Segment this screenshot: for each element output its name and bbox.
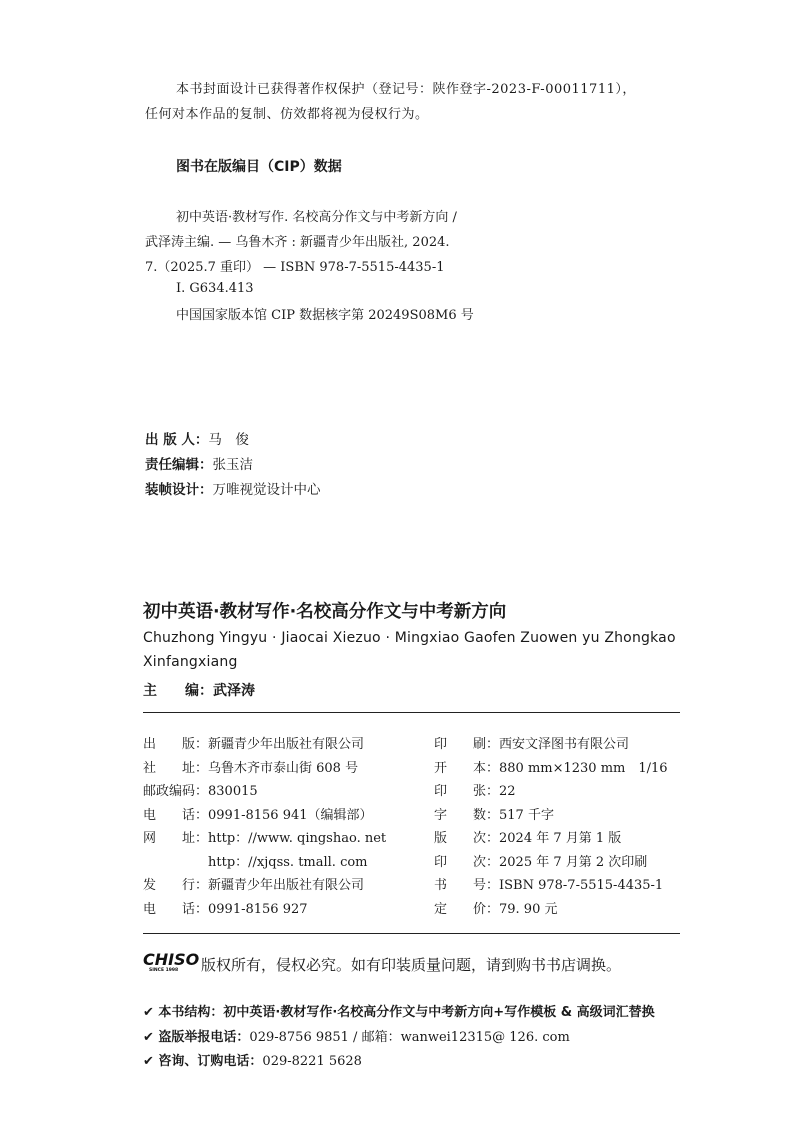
- info-value: 西安文泽图书有限公司: [499, 737, 630, 752]
- staff-label: 出 版 人：: [145, 432, 209, 448]
- editor-value: 武泽涛: [213, 683, 255, 699]
- info-value: http：//www. qingshao. net: [208, 831, 387, 846]
- info-label: 字 数：: [434, 807, 500, 823]
- info-right-column: [434, 733, 668, 921]
- info-label: 网 址：: [143, 831, 209, 846]
- info-row: [434, 874, 668, 898]
- check-label: ✔ 咨询、订购电话：: [143, 1054, 263, 1069]
- staff-publisher: [145, 428, 249, 448]
- staff-value: 马 俊: [208, 432, 249, 448]
- info-value: 2025 年 7 月第 2 次印刷: [499, 854, 648, 870]
- info-label: 印 次：: [434, 854, 500, 870]
- info-row: [143, 827, 386, 851]
- staff-editor: [145, 453, 253, 473]
- info-value: 830015: [208, 784, 258, 799]
- info-value: 乌鲁木齐市泰山街 608 号: [208, 760, 359, 776]
- info-label: 出 版：: [143, 737, 209, 752]
- book-pinyin-line-1: Chuzhong Yingyu · Jiaocai Xiezuo · Mingxiao Gaofen Zuowen yu Zhongkao: [143, 630, 676, 646]
- info-label: 电 话：: [143, 901, 209, 917]
- info-label: 书 号：: [434, 878, 500, 893]
- book-editor: [143, 680, 255, 700]
- check-label: ✔ 盗版举报电话：: [143, 1030, 250, 1045]
- info-row: [143, 804, 386, 828]
- info-row: [434, 733, 668, 757]
- info-row: [143, 898, 386, 922]
- staff-label: 装帧设计：: [145, 482, 213, 498]
- cip-line: 武泽涛主编. — 乌鲁木齐 : 新疆青少年出版社, 2024.: [145, 235, 450, 250]
- divider-top: [143, 712, 680, 713]
- cip-line: 7.（2025.7 重印） — ISBN 978-7-5515-4435-1: [145, 260, 445, 275]
- book-pinyin-line-2: Xinfangxiang: [143, 654, 238, 670]
- copyright-notice: 版权所有，侵权必究。如有印装质量问题，请到购书书店调换。: [201, 956, 622, 974]
- info-row: [434, 898, 668, 922]
- info-value: 新疆青少年出版社有限公司: [208, 737, 365, 752]
- cip-line: Ⅰ. G634.413: [176, 281, 254, 296]
- info-label: 开 本：: [434, 760, 500, 776]
- info-value: 517 千字: [499, 807, 554, 823]
- info-row: [143, 780, 386, 804]
- cip-line: 中国国家版本馆 CIP 数据核字第 20249S08M6 号: [176, 308, 474, 323]
- staff-label: 责任编辑：: [145, 457, 213, 473]
- logo-text: CHISO: [143, 950, 200, 969]
- info-value: http：//xjqss. tmall. com: [208, 854, 368, 870]
- info-row: [434, 780, 668, 804]
- info-row: [143, 757, 386, 781]
- info-book-structure: [143, 1001, 655, 1020]
- cip-title: 图书在版编目（CIP）数据: [176, 159, 342, 175]
- editor-label: 主 编：: [143, 683, 213, 699]
- check-label: ✔ 本书结构：: [143, 1005, 224, 1020]
- info-value: 22: [499, 784, 516, 799]
- info-label: 电 话：: [143, 807, 209, 823]
- info-label: 定 价：: [434, 901, 500, 917]
- info-value: 79. 90 元: [499, 901, 558, 917]
- check-value: 029-8221 5628: [262, 1054, 362, 1069]
- info-row: [434, 757, 668, 781]
- info-label: 社 址：: [143, 760, 209, 776]
- info-row: [143, 733, 386, 757]
- cip-line: 初中英语·教材写作. 名校高分作文与中考新方向 /: [176, 210, 457, 225]
- staff-value: 张玉洁: [212, 457, 253, 473]
- info-value: ISBN 978-7-5515-4435-1: [499, 878, 664, 893]
- copyright-line-2: 任何对本作品的复制、仿效都将视为侵权行为。: [145, 107, 429, 122]
- copyright-line-1: 本书封面设计已获得著作权保护（登记号：陕作登字-2023-F-00011711），: [176, 82, 636, 97]
- chiso-logo: [143, 950, 201, 972]
- info-order-phone: [143, 1050, 362, 1069]
- divider-bottom: [143, 933, 680, 934]
- info-value: 2024 年 7 月第 1 版: [499, 831, 622, 846]
- info-value: 880 mm×1230 mm 1/16: [499, 760, 668, 776]
- staff-value: 万唯视觉设计中心: [212, 482, 321, 498]
- logo-sub: SINCE 1998: [149, 968, 179, 972]
- staff-designer: [145, 478, 321, 498]
- info-value: 0991-8156 927: [208, 901, 308, 917]
- info-row: [434, 804, 668, 828]
- info-row: [143, 874, 386, 898]
- info-label: 发 行：: [143, 878, 209, 893]
- info-left-column: [143, 733, 386, 921]
- info-row: [143, 851, 386, 875]
- info-label: 印 张：: [434, 784, 500, 799]
- info-row: [434, 827, 668, 851]
- info-label: 印 刷：: [434, 737, 500, 752]
- info-piracy-report: [143, 1026, 570, 1045]
- info-row: [434, 851, 668, 875]
- check-value: 初中英语·教材写作·名校高分作文与中考新方向+写作模板 & 高级词汇替换: [223, 1005, 655, 1020]
- check-value: 029-8756 9851 / 邮箱：wanwei12315@ 126. com: [249, 1030, 570, 1045]
- info-value: 0991-8156 941（编辑部）: [208, 807, 373, 823]
- info-label: 版 次：: [434, 831, 500, 846]
- info-value: 新疆青少年出版社有限公司: [208, 878, 365, 893]
- book-title: 初中英语·教材写作·名校高分作文与中考新方向: [143, 602, 507, 622]
- info-label: 邮政编码：: [143, 784, 209, 799]
